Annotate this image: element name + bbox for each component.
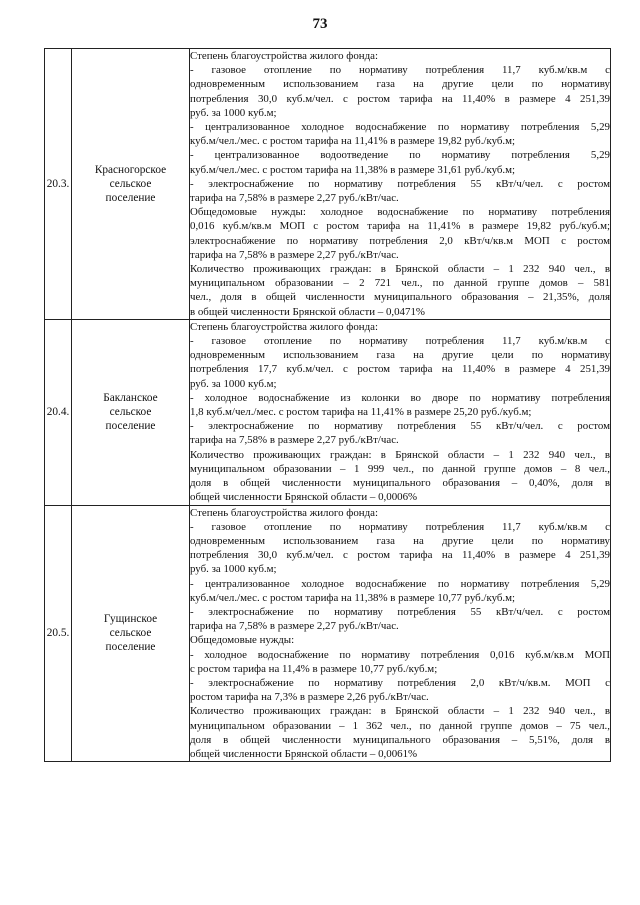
description-line: руб. за 1000 куб.м; — [190, 563, 277, 576]
description-line: руб. за 1000 куб.м; — [190, 106, 277, 119]
description-line: доля в общей численности муниципального образования – 5,51%, доля в — [190, 733, 610, 746]
table-row — [45, 505, 611, 762]
description-line: Количество проживающих граждан: в Брянской области – 1 232 940 чел., в — [190, 448, 610, 461]
document-table — [44, 48, 611, 762]
settlement-name-line: сельское — [109, 627, 152, 640]
description-line: Общедомовые нужды: холодное водоснабжение по нормативу потребления — [190, 206, 610, 219]
description-line: одновременным использованием газа на другие цели по нормативу — [190, 349, 610, 362]
table-body — [45, 49, 611, 762]
description-line: тарифа на 7,58% в размере 2,27 руб./кВт/час. — [190, 192, 399, 205]
description-line: - газовое отопление по нормативу потребления 11,7 куб.м/кв.м с — [190, 64, 610, 77]
settlement-name-line: Бакланское — [103, 392, 158, 405]
table-row — [45, 49, 611, 320]
description-line: Степень благоустройства жилого фонда: — [190, 50, 379, 62]
description-line: потребления 30,0 куб.м/чел. с ростом тарифа на 11,40% в размере 4 251,39 — [190, 549, 610, 562]
description-line: - газовое отопление по нормативу потребления 11,7 куб.м/кв.м с — [190, 520, 610, 533]
description-line: одновременным использованием газа на другие цели по нормативу — [190, 534, 610, 547]
description-line: общей численности Брянской области – 0,0006% — [190, 491, 418, 504]
description-line: - газовое отопление по нормативу потребления 11,7 куб.м/кв.м с — [190, 335, 610, 348]
settlement-name-line: Красногорское — [94, 163, 167, 176]
description-line: с ростом тарифа на 11,4% в размере 10,77 руб./куб.м; — [190, 662, 438, 675]
description-line: одновременным использованием газа на другие цели по нормативу — [190, 78, 610, 91]
housing-description — [190, 49, 611, 320]
description-line: муниципальном образовании – 2 721 чел., по данной группе домов – 581 — [190, 277, 610, 290]
description-line: 0,016 куб.м/кв.м МОП с ростом тарифа на 11,41% в размере 19,82 руб./куб.м; — [190, 220, 610, 233]
description-line: чел., доля в общей численности муниципального образования – 21,35%, доля — [190, 291, 610, 304]
description-line: Степень благоустройства жилого фонда: — [190, 320, 379, 333]
description-line: - электроснабжение по нормативу потребления 55 кВт/ч/чел. с ростом — [190, 605, 610, 618]
description-line: тарифа на 7,58% в размере 2,27 руб./кВт/час. — [190, 434, 399, 447]
description-line: 1,8 куб.м/чел./мес. с ростом тарифа на 11,41% в размере 25,20 руб./куб.м; — [190, 406, 532, 419]
row-number: 20.3. — [45, 49, 72, 320]
page-number: 73 — [312, 16, 328, 32]
housing-description — [190, 319, 611, 505]
description-line: - холодное водоснабжение по нормативу потребления 0,016 куб.м/кв.м МОП — [190, 648, 610, 661]
description-line: - электроснабжение по нормативу потребления 55 кВт/ч/чел. с ростом — [190, 420, 610, 433]
description-line: Общедомовые нужды: — [190, 634, 295, 647]
description-line: - холодное водоснабжение из колонки во дворе по нормативу потребления — [190, 391, 610, 404]
settlement-name — [72, 505, 190, 762]
row-number: 20.4. — [45, 319, 72, 505]
settlement-name-line: поселение — [105, 420, 156, 433]
settlement-name — [72, 319, 190, 505]
description-line: тарифа на 7,58% в размере 2,27 руб./кВт/час. — [190, 248, 399, 261]
settlement-name-line: поселение — [105, 191, 156, 204]
settlement-name — [72, 49, 190, 320]
description-line: Количество проживающих граждан: в Брянской области – 1 232 940 чел., в — [190, 705, 610, 718]
description-line: ростом тарифа на 7,3% в размере 2,26 руб./кВт/час. — [190, 691, 429, 704]
description-line: - электроснабжение по нормативу потребления 2,0 кВт/ч/кв.м. МОП с — [190, 676, 610, 689]
description-line: Количество проживающих граждан: в Брянской области – 1 232 940 чел., в — [190, 263, 610, 276]
description-line: Степень благоустройства жилого фонда: — [190, 506, 379, 519]
description-line: тарифа на 7,58% в размере 2,27 руб./кВт/час. — [190, 620, 399, 633]
description-line: - централизованное холодное водоснабжение по нормативу потребления 5,29 — [190, 577, 610, 590]
description-line: куб.м/чел./мес. с ростом тарифа на 11,41% в размере 19,82 руб./куб.м; — [190, 135, 516, 148]
description-line: потребления 30,0 куб.м/чел. с ростом тарифа на 11,40% в размере 4 251,39 — [190, 92, 610, 105]
row-number: 20.5. — [45, 505, 72, 762]
housing-description — [190, 505, 611, 762]
description-line: куб.м/чел./мес. с ростом тарифа на 11,38% в размере 31,61 руб./куб.м; — [190, 163, 516, 176]
description-line: - электроснабжение по нормативу потребления 55 кВт/ч/чел. с ростом — [190, 177, 610, 190]
description-line: муниципальном образовании – 1 999 чел., по данной группе домов – 8 чел., — [190, 462, 610, 475]
description-line: - централизованное холодное водоснабжение по нормативу потребления 5,29 — [190, 121, 610, 134]
table-row — [45, 319, 611, 505]
description-line: - централизованное водоотведение по нормативу потребления 5,29 — [190, 149, 610, 162]
description-line: куб.м/чел./мес. с ростом тарифа на 11,38% в размере 10,77 руб./куб.м; — [190, 591, 516, 604]
description-line: потребления 17,7 куб.м/чел. с ростом тарифа на 11,40% в размере 4 251,39 — [190, 363, 610, 376]
settlement-name-line: сельское — [109, 406, 152, 419]
description-line: в общей численности Брянской области – 0,0471% — [190, 305, 425, 318]
settlement-name-line: поселение — [105, 641, 156, 654]
description-line: электроснабжение по нормативу потребления 2,0 кВт/ч/кв.м МОП с ростом — [190, 234, 610, 247]
description-line: общей численности Брянской области – 0,0061% — [190, 747, 418, 760]
description-line: доля в общей численности муниципального образования – 0,40%, доля в — [190, 477, 610, 490]
description-line: муниципальном образовании – 1 362 чел., по данной группе домов – 75 чел., — [190, 719, 610, 732]
settlement-name-line: Гущинское — [103, 613, 158, 626]
settlement-name-line: сельское — [109, 177, 152, 190]
description-line: руб. за 1000 куб.м; — [190, 377, 277, 390]
